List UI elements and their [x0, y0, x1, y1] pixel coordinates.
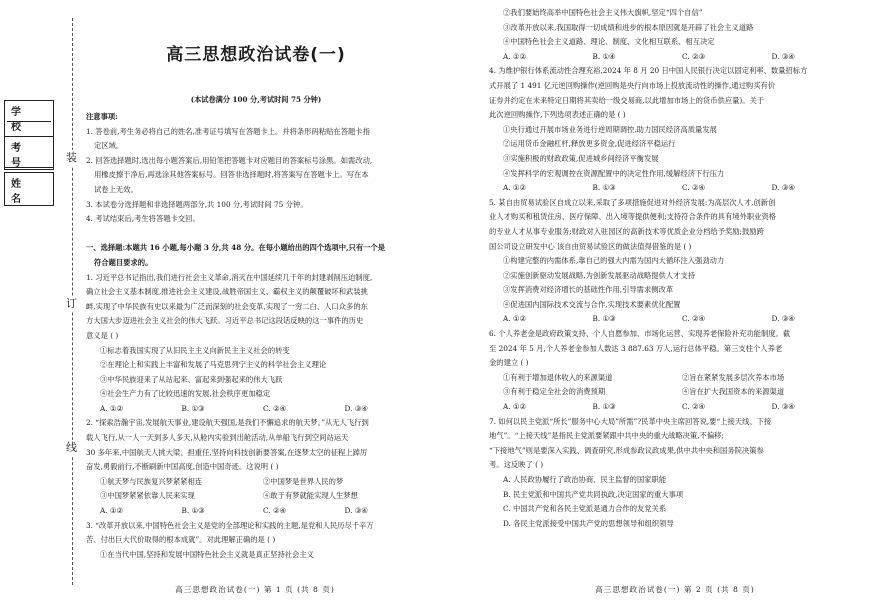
binding-strip — [0, 0, 80, 603]
answer-option: C. ②④ — [682, 402, 706, 412]
text-line: 30 多年来,中国航天人挑大梁、担重任,坚持向科技创新要答案,在逐梦太空的征程上踔厉 — [86, 447, 368, 457]
text-line: D. 各民主党派接受中国共产党的思想领导和组织领导 — [503, 518, 674, 528]
text-line: 2. “探索浩瀚宇宙,发展航天事业,建设航天强国,是我们不懈追求的航天梦。”从无人飞行到 — [86, 418, 369, 428]
text-line: C. 中国共产党和各民主党派是通力合作的友党关系 — [503, 504, 667, 514]
text-line: ②在理论上和实践上丰富和发展了马克思列宁主义的科学社会主义理论 — [100, 360, 327, 370]
text-line: ②实施创新驱动发展战略,为创新发展驱动战略提供人才支持 — [503, 270, 696, 280]
name-box — [4, 172, 54, 206]
text-line: 国公司设立研发中心 该自由贸易试验区的做法值得借鉴的是 ( ) — [489, 241, 692, 251]
answer-options-row — [489, 371, 861, 386]
answer-options-row — [489, 385, 861, 400]
answer-option: B. ①③ — [181, 506, 205, 516]
answer-options-row — [86, 402, 426, 417]
text-line: “下接地气”则是要深入实践、调查研究,形成参政议政成果,供中共中央和国务院决策参 — [489, 445, 764, 455]
answer-option: A. ①② — [503, 314, 526, 324]
answer-option: A. ①② — [100, 506, 123, 516]
answer-option: B. ①③ — [592, 314, 616, 324]
text-line: 金的建立 ( ) — [489, 358, 529, 368]
answer-option: D. ③④ — [771, 51, 795, 61]
answer-options-row — [489, 50, 861, 65]
answer-option: C. ②④ — [682, 314, 706, 324]
text-line: 符合题目要求的。 — [94, 257, 153, 267]
text-line: ③实施积极的财政政策,促进城乡间经济平衡发展 — [503, 153, 659, 163]
text-line: 定区域。 — [94, 141, 124, 151]
answer-options-row — [86, 489, 426, 504]
text-line: 4. 为维护银行体系流动性合理充裕,2024 年 8 月 20 日中国人民银行决定以固定利率、数量招标方 — [489, 66, 808, 76]
text-line: 考。这反映了 ( ) — [489, 460, 544, 470]
exam-no-box — [4, 136, 54, 170]
answer-option: B. ①③ — [181, 403, 205, 413]
text-line: 衅,实现了中华民族有史以来最为广泛而深刻的社会变革,实现了一穷二白、人口众多的东 — [86, 301, 368, 311]
answer-option: B. ①③ — [592, 183, 616, 193]
text-line: 确立社会主义基本制度,推进社会主义建设,战胜帝国主义、霸权主义的颠覆破坏和武装挑 — [86, 287, 368, 297]
text-line: 6. 个人养老金是政府政策支持、个人自愿参加、市场化运营、实现养老保险补充功能制度。截 — [489, 329, 791, 339]
text-line: 业人才购买和租赁住房、医疗保障、出入境等提供便利;支持符合条件的具有境外职业资格 — [489, 212, 777, 222]
text-line: 7. 如何以民主党派“所长”服务中心大局”所需”?民革中央主席回答说,要“上接天线、下接 — [489, 416, 772, 426]
answer-option: C. ②③ — [682, 51, 706, 61]
answer-option: ①有利于增加退休收入的来源渠道 — [503, 372, 613, 382]
text-line: ①构建完整的内需体系,靠自己的强大内需为国内大循环注入强劲动力 — [503, 256, 725, 266]
text-line: 苦、付出巨大代价取得的根本成就”。对此理解正确的是 ( ) — [86, 535, 276, 545]
page-2-footer: 高三思想政治试卷(一) 第 2 页 (共 8 页) — [595, 585, 755, 594]
text-line: ③发挥消费对经济增长的基础性作用,引导需求侧改革 — [503, 285, 674, 295]
text-line: 3. 本试卷分选择题和非选择题两部分,共 100 分,考试时间 75 分钟。 — [86, 199, 308, 209]
text-line: 4. 考试结束后,考生将答题卡交回。 — [86, 214, 200, 224]
text-line: 证券并约定在未来特定日期将其卖给一级交易商,以此增加市场上的货币供应量)。关于 — [489, 95, 765, 105]
text-line: 地气”。“上接天线”是指民主党派要紧跟中共中央的重大战略决策,不偏移; — [489, 431, 724, 441]
answer-option: D. ③④ — [771, 314, 795, 324]
text-line: 载人飞行,从一人一天到多人多天,从舱内实验到出舱活动,从单船飞行到空间站运天 — [86, 433, 349, 443]
text-line: 意义是 ( ) — [86, 330, 119, 340]
answer-option: A. ①② — [503, 183, 526, 193]
text-line: 奋发,勇毅前行,不断刷新中国高度,创造中国奇迹。这说明 ( ) — [86, 462, 279, 472]
binding-word-ding: 订 — [66, 297, 77, 310]
text-line: 试卷上无效。 — [94, 184, 138, 194]
page-1-text-flow — [86, 110, 426, 562]
answer-option: ①航天梦与民族复兴梦紧紧相连 — [100, 476, 203, 486]
exam-subtitle: (本试卷满分 100 分,考试时间 75 分钟) — [190, 95, 322, 104]
text-line: 方大国大步迈进社会主义社会的伟大飞跃。习近平总书记这段话反映的这一事件的历史 — [86, 316, 364, 326]
exam-title: 高三思想政治试卷(一) — [166, 45, 346, 65]
name-label: 姓 名 — [11, 179, 29, 205]
school-label: 学 校 — [11, 107, 29, 133]
answer-option: ②旨在紧紧发展多层次养本市场 — [682, 372, 785, 382]
text-line: ①央行通过开展市场业务进行逆周期调控,助力国民经济高质量发展 — [503, 124, 717, 134]
text-line: ④促进国内国际技术交流与合作,实现技术要素优化配置 — [503, 299, 681, 309]
text-line: ③中华民族迎来了从站起来、富起来到强起来的伟大飞跃 — [100, 374, 283, 384]
binding-word-zhuang: 装 — [66, 151, 77, 164]
answer-option: C. ②④ — [682, 183, 706, 193]
text-line: 用橡皮擦干净后,再选涂其他答案标号。回答非选择题时,将答案写在答题卡上。写在本 — [94, 170, 369, 180]
answer-options-row — [86, 504, 426, 519]
text-line: ①在当代中国,坚持和发展中国特色社会主义就是真正坚持社会主义 — [100, 549, 314, 559]
answer-option: A. ①② — [503, 402, 526, 412]
text-line: B. 民主党派和中国共产党共同执政,决定国家的重大事项 — [503, 489, 684, 499]
answer-option: ④敢于有梦就能实现人生梦想 — [263, 491, 358, 501]
answer-option: C. ②④ — [263, 506, 287, 516]
answer-option: ③中国梦紧紧依靠人民来实现 — [100, 491, 195, 501]
text-line: 注意事项: — [86, 112, 118, 121]
text-line: 此次逆回购操作,下列选项表述正确的是 ( ) — [489, 110, 626, 120]
exam-no-label: 考 号 — [11, 143, 29, 169]
text-line: ④中国特色社会主义道路、理论、制度、文化相互联系、相互决定 — [503, 37, 715, 47]
text-line: ②我们要始终高举中国特色社会主义伟大旗帜,坚定“四个自信” — [503, 8, 703, 17]
page-1-footer: 高三思想政治试卷(一) 第 1 页 (共 8 页) — [175, 585, 335, 594]
answer-options-row — [489, 312, 861, 327]
exam-page-2 — [435, 0, 870, 603]
text-line: ④发挥科学的宏观调控在资源配置中的决定性作用,缓解经济下行压力 — [503, 168, 725, 178]
text-line: 一、选择题:本题共 16 小题,每小题 3 分,共 48 分。在每小题给出的四个选项中,只有一个是 — [86, 243, 386, 253]
text-line: 式开展了 1 491 亿元逆回购操作(逆回购是央行向市场上投放流动性的操作,通过购买有价 — [489, 80, 776, 90]
answer-options-row — [86, 475, 426, 490]
answer-option: C. ②④ — [263, 403, 287, 413]
text-line: 5. 某自由贸易试验区自成立以来,采取了多项措施促进对外经济发展:为高层次人才,创新创 — [489, 197, 776, 207]
text-line — [86, 227, 426, 242]
answer-option: ③有利于稳定全社会的消费预期 — [503, 387, 606, 397]
text-line: A. 人民政协履行了政治协商、民主监督的国家职能 — [503, 475, 667, 484]
answer-option: D. ③④ — [771, 402, 795, 412]
text-line: ①标志着我国实现了从旧民主主义向新民主主义社会的转变 — [100, 345, 290, 355]
text-line: ③改革开放以来,我国取得一切成绩和进步的根本原因就是开辟了社会主义道路 — [503, 22, 754, 32]
answer-option: D. ③④ — [344, 506, 368, 516]
answer-options-row — [489, 400, 861, 415]
text-line: 1. 答卷前,考生务必将自己的姓名,准考证号填写在答题卡上。并将条形码粘贴在答题卡指 — [86, 126, 370, 136]
answer-option: A. ①② — [503, 51, 526, 61]
text-line: ②运用货币金融杠杆,释放更多资金,促进经济平稳运行 — [503, 139, 676, 149]
answer-option: B. ①③ — [592, 402, 616, 412]
text-line: 2. 回答选择题时,选出每小题答案后,用铅笔把答题卡对应题目的答案标号涂黑。如需改动, — [86, 155, 373, 165]
text-line: 的专业人才从事专业服务;财政对入驻园区的高新技术等优质企业分档给予奖励;鼓励跨 — [489, 226, 764, 236]
answer-option: A. ①② — [100, 403, 123, 413]
answer-option: ②中国梦是世界人民的梦 — [263, 476, 344, 486]
answer-option: ④旨在扩大我国资本的来源渠道 — [682, 387, 785, 397]
text-line: ④社会生产力有了比较迅速的发展,社会秩序更加稳定 — [100, 389, 271, 399]
text-line: 3. “改革开放以来,中国特色社会主义是党的全部理论和实践的主题,是党和人民历尽千辛万 — [86, 520, 374, 530]
answer-options-row — [489, 181, 861, 196]
text-line: 1. 习近平总书记指出,我们进行社会主义革命,消灭在中国延续几千年的封建剥削压迫制度, — [86, 272, 373, 282]
answer-option: D. ③④ — [771, 183, 795, 193]
answer-option: D. ③④ — [344, 403, 368, 413]
answer-option: B. ①④ — [592, 51, 616, 61]
binding-word-xian: 线 — [66, 441, 77, 454]
text-line: 至 2024 年 5 月,个人养老金参加人数达 3 887.63 万人,运行总体平稳。第三支柱个人养老 — [489, 343, 783, 353]
page-2-text-flow — [489, 6, 861, 531]
